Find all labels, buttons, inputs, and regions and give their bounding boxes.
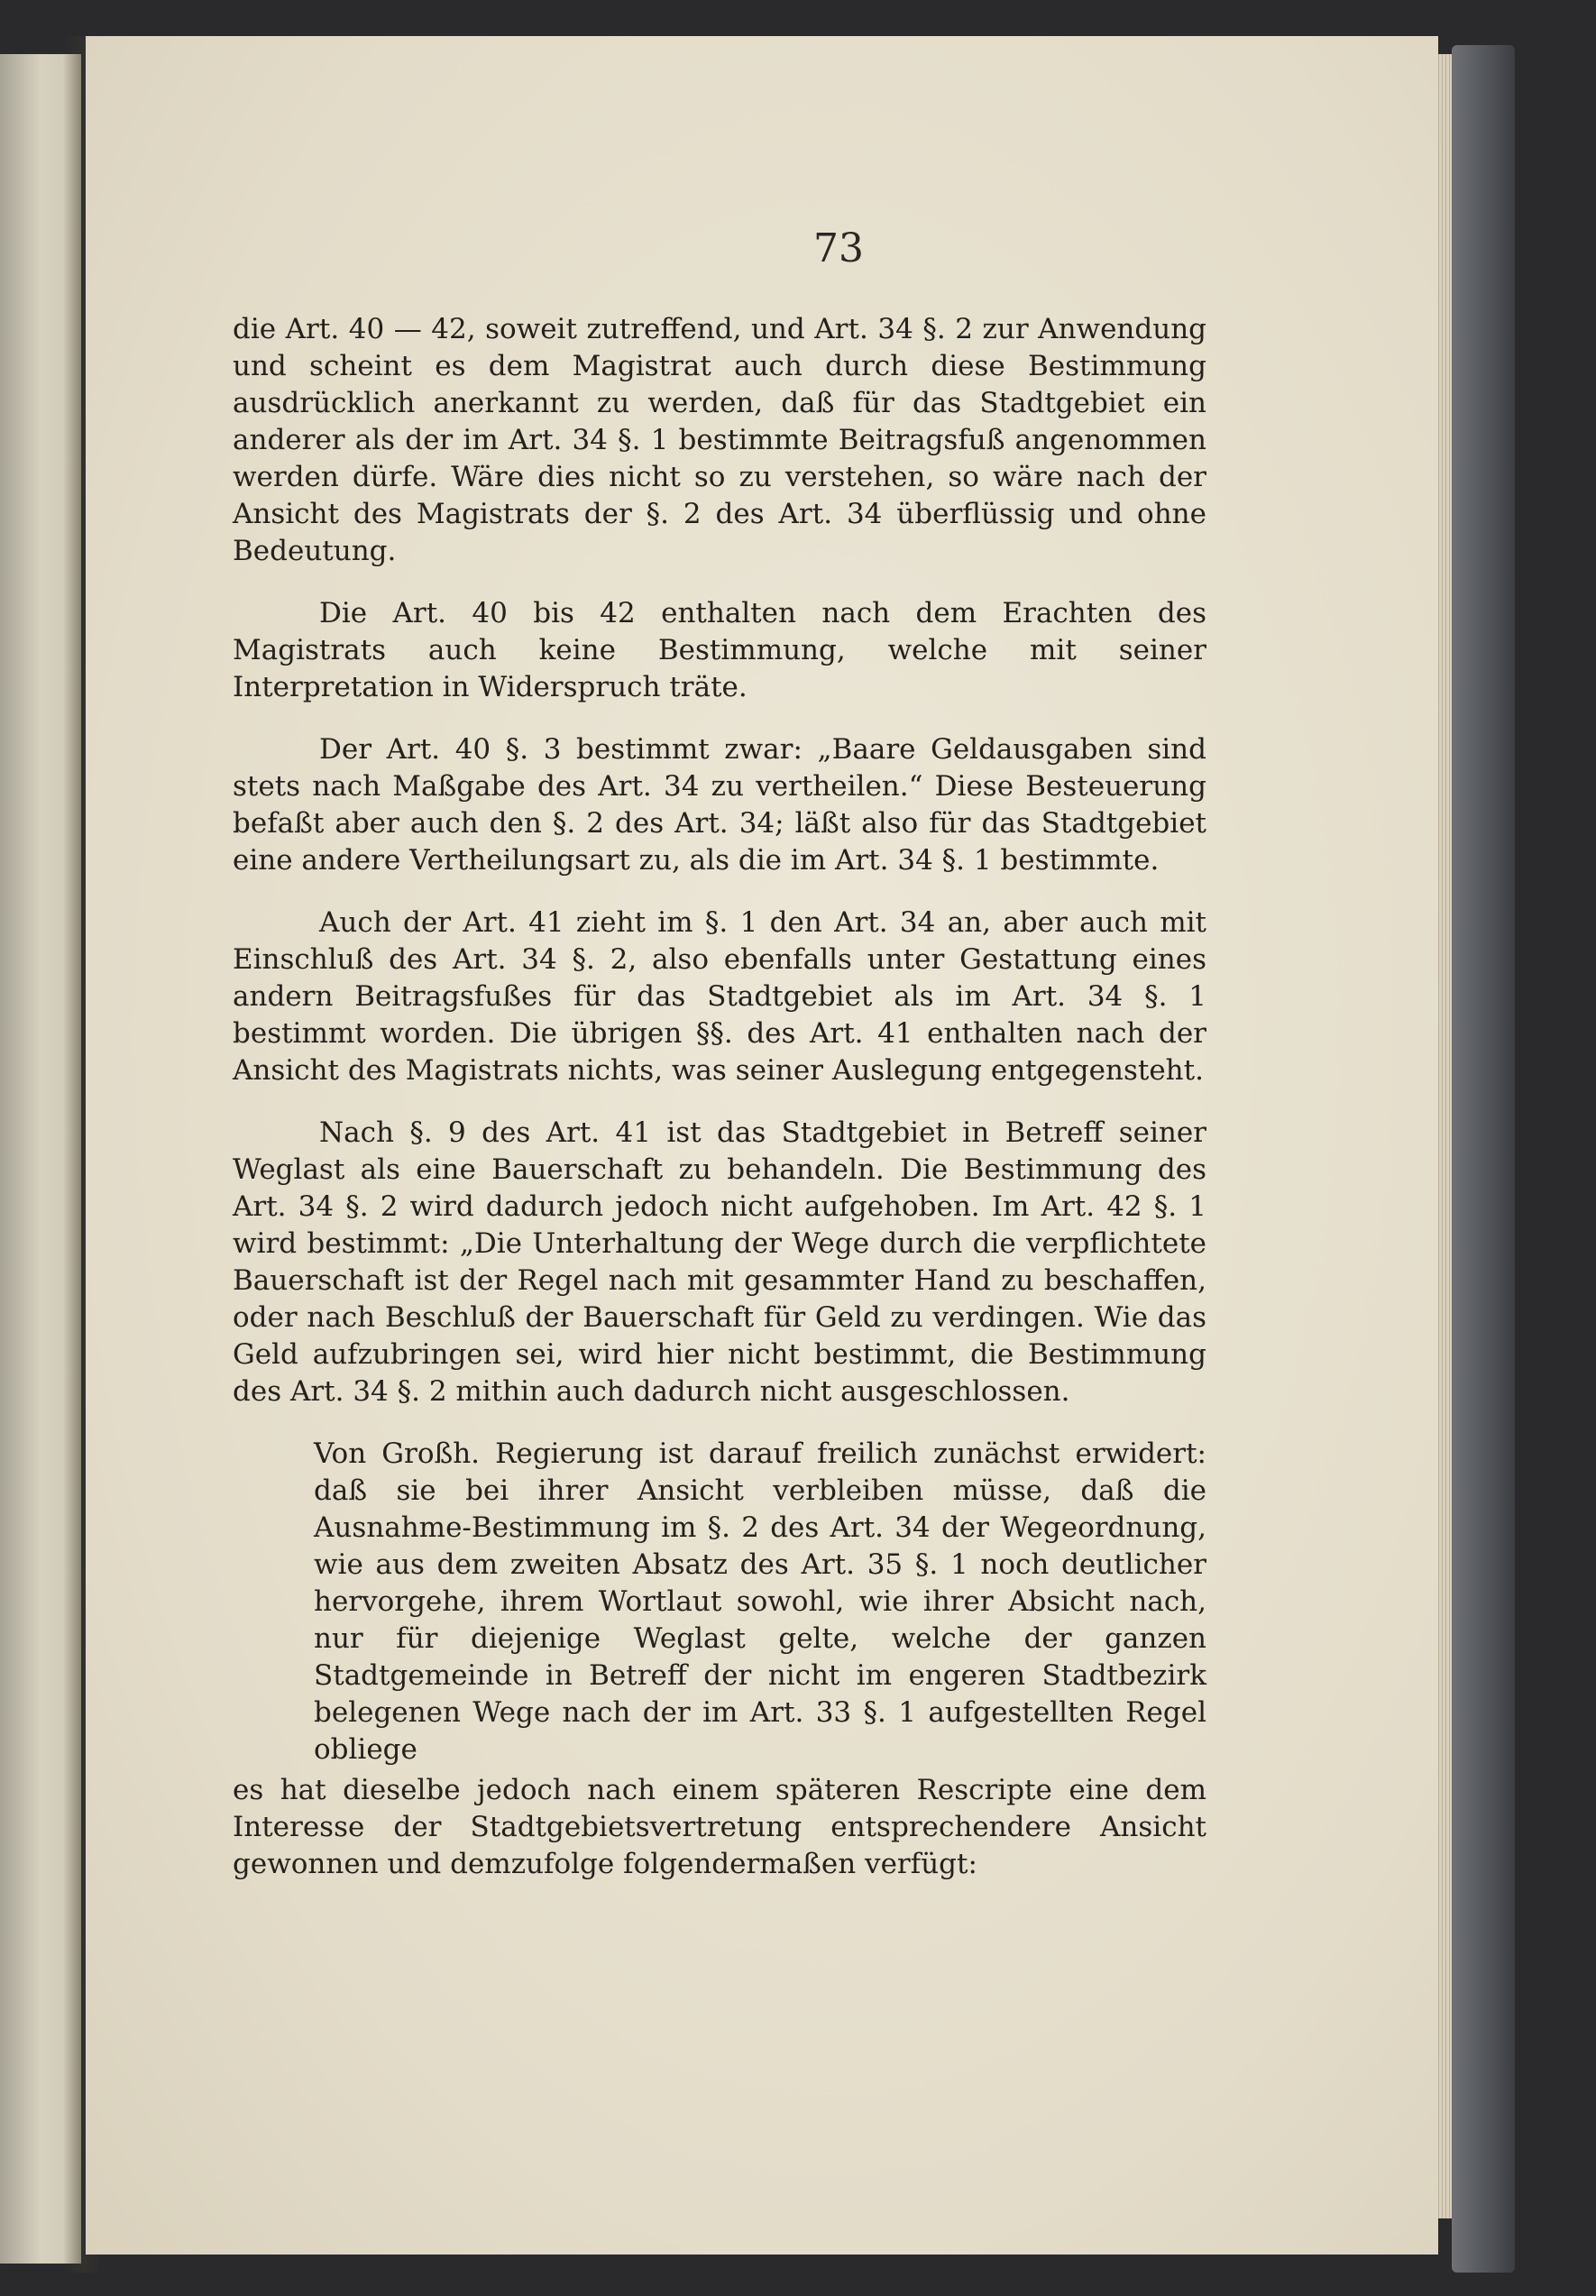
paragraph-6: Von Großh. Regierung ist darauf freilich zunächst erwidert: daß sie bei ihrer Ansicht verbleiben müsse, daß die Ausnahme-Bestimmung im §. 2 des Art. 34 der Wegeordnung, wie aus dem zweiten Absatz des Art. 35 §. 1 noch deutlicher hervorgehe, ihrem Wortlaut sowohl, wie ihrer Absicht nach, nur für diejenige Weglast gelte, welche der ganzen Stadtgemeinde in Betreff der nicht im engeren Stadtbezirk belegenen Wege nach der im Art. 33 §. 1 aufgestellten Regel obliege [314, 1437, 1206, 1766]
paragraph-5: Nach §. 9 des Art. 41 ist das Stadtgebiet in Betreff seiner Weglast als eine Bauerschaft zu behandeln. Die Bestimmung des Art. 34 §. 2 wird dadurch jedoch nicht aufgehoben. Im Art. 42 §. 1 wird bestimmt: „Die Unterhaltung der Wege durch die verpflichtete Bauerschaft ist der Regel nach mit gesammter Hand zu beschaffen, oder nach Beschluß der Bauerschaft für Geld zu verdingen. Wie das Geld aufzubringen sei, wird hier nicht bestimmt, die Bestimmung des Art. 34 §. 2 mithin auch dadurch nicht ausgeschlossen. [233, 1116, 1206, 1408]
page-number: 73 [813, 225, 864, 271]
book-cover-edge [1452, 45, 1515, 2273]
paragraph-7: es hat dieselbe jedoch nach einem späteren Rescripte eine dem Interesse der Stadtgebietsvertretung entsprechendere Ansicht gewonnen und demzufolge folgendermaßen verfügt: [233, 1774, 1206, 1880]
paragraph-4: Auch der Art. 41 zieht im §. 1 den Art. 34 an, aber auch mit Einschluß des Art. 34 §. 2, also ebenfalls unter Gestattung eines andern Beitragsfußes für das Stadtgebiet als im Art. 34 §. 1 bestimmt worden. Die übrigen §§. des Art. 41 enthalten nach der Ansicht des Magistrats nichts, was seiner Auslegung entgegensteht. [233, 906, 1206, 1087]
paragraph-3: Der Art. 40 §. 3 bestimmt zwar: „Baare Geldausgaben sind stets nach Maßgabe des Art. 34 zu vertheilen.“ Diese Besteuerung befaßt aber auch den §. 2 des Art. 34; läßt also für das Stadtgebiet eine andere Vertheilungsart zu, als die im Art. 34 §. 1 bestimmte. [233, 733, 1206, 877]
page-text [233, 311, 1206, 1908]
paragraph-1: die Art. 40 — 42, soweit zutreffend, und Art. 34 §. 2 zur Anwendung und scheint es dem Magistrat auch durch diese Bestimmung ausdrücklich anerkannt zu werden, daß für das Stadtgebiet ein anderer als der im Art. 34 §. 1 bestimmte Beitragsfuß angenommen werden dürfe. Wäre dies nicht so zu verstehen, so wäre nach der Ansicht des Magistrats der §. 2 des Art. 34 überflüssig und ohne Bedeutung. [233, 313, 1206, 567]
paragraph-2: Die Art. 40 bis 42 enthalten nach dem Erachten des Magistrats auch keine Bestimmung, welche mit seiner Interpretation in Widerspruch träte. [233, 597, 1206, 703]
